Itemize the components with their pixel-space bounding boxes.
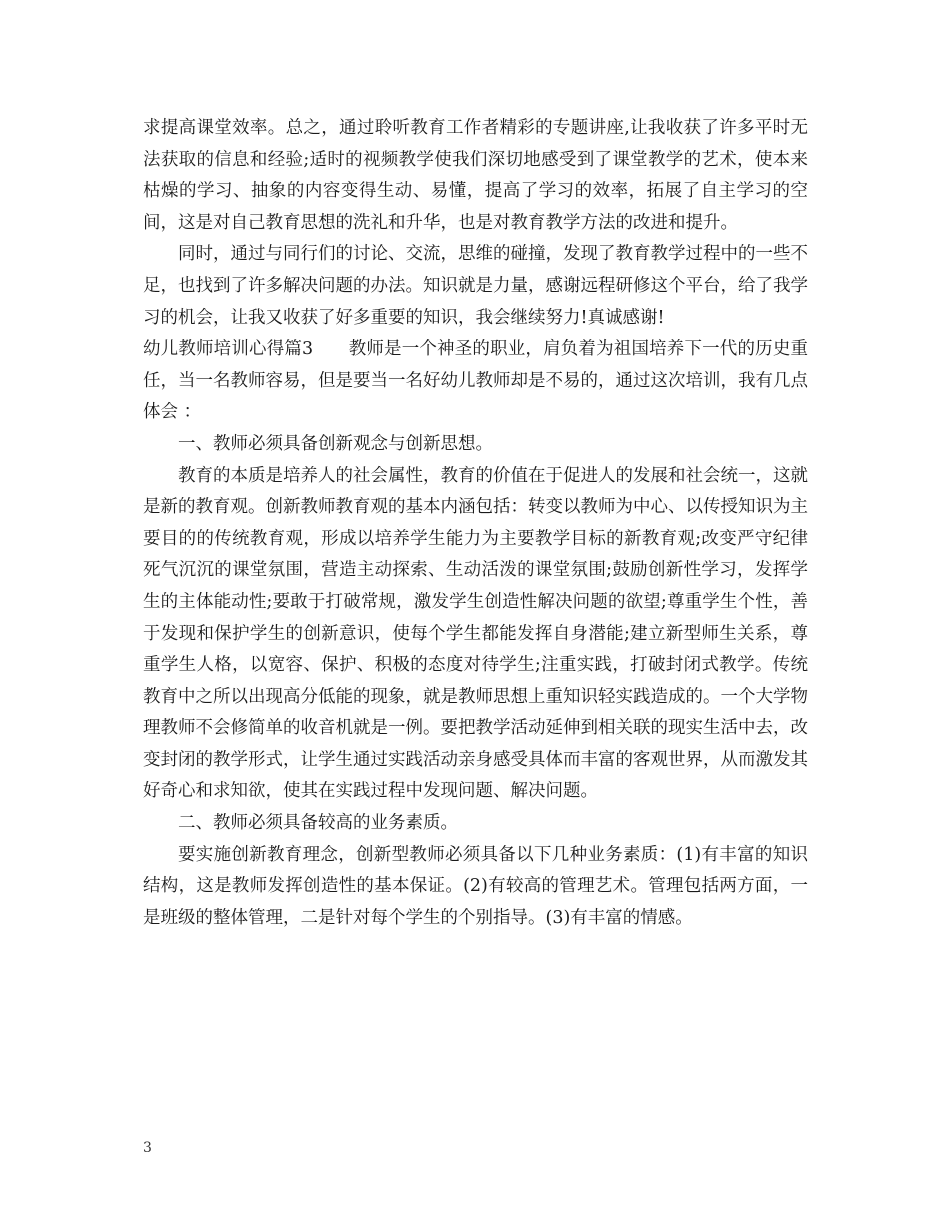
body-text	[143, 113, 808, 934]
section-heading-2: 二、教师必须具备较高的业务素质。	[178, 813, 458, 834]
paragraph-5: 教育的本质是培养人的社会属性，教育的价值在于促进人的发展和社会统一，这就是新的教育观。创新教师教育观的基本内涵包括：转变以教师为中心、以传授知识为主要目的的传统教育观，形成以培养学生能力为主要教学目标的新教育观;改变严守纪律死气沉沉的课堂氛围，营造主动探索、生动活泼的课堂氛围;鼓励创新性学习，发挥学生的主体能动性;要敢于打破常规，激发学生创造性解决问题的欲望;尊重学生个性，善于发现和保护学生的创新意识，使每个学生都能发挥自身潜能;建立新型师生关系，尊重学生人格，以宽容、保护、积极的态度对待学生;注重实践，打破封闭式教学。传统教育中之所以出现高分低能的现象，就是教师思想上重知识轻实践造成的。一个大学物理教师不会修简单的收音机就是一例。要把教学活动延伸到相关联的现实生活中去，改变封闭的教学形式，让学生通过实践活动亲身感受具体而丰富的客观世界，从而激发其好奇心和求知欲，使其在实践过程中发现问题、解决问题。	[143, 465, 808, 802]
paragraph-1: 求提高课堂效率。总之，通过聆听教育工作者精彩的专题讲座,让我收获了许多平时无法获取的信息和经验;适时的视频教学使我们深切地感受到了课堂教学的艺术，使本来枯燥的学习、抽象的内容变得生动、易懂，提高了学习的效率，拓展了自主学习的空间，这是对自己教育思想的洗礼和升华，也是对教育教学方法的改进和提升。	[143, 118, 808, 233]
section-heading-1: 一、教师必须具备创新观念与创新思想。	[178, 433, 493, 454]
paragraph-2: 同时，通过与同行们的讨论、交流，思维的碰撞，发现了教育教学过程中的一些不足，也找到了许多解决问题的办法。知识就是力量，感谢远程研修这个平台，给了我学习的机会，让我又收获了好多重要的知识，我会继续努力!真诚感谢!	[143, 244, 808, 328]
page-number: 3	[143, 1140, 152, 1156]
paragraph-7: 要实施创新教育理念，创新型教师必须具备以下几种业务素质：(1)有丰富的知识结构，这是教师发挥创造性的基本保证。(2)有较高的管理艺术。管理包括两方面，一是班级的整体管理，二是针对每个学生的个别指导。(3)有丰富的情感。	[143, 844, 808, 928]
paragraph-3: 幼儿教师培训心得篇3 教师是一个神圣的职业，肩负着为祖国培养下一代的历史重任，当一名教师容易，但是要当一名好幼儿教师却是不易的，通过这次培训，我有几点体会 ：	[143, 339, 808, 423]
